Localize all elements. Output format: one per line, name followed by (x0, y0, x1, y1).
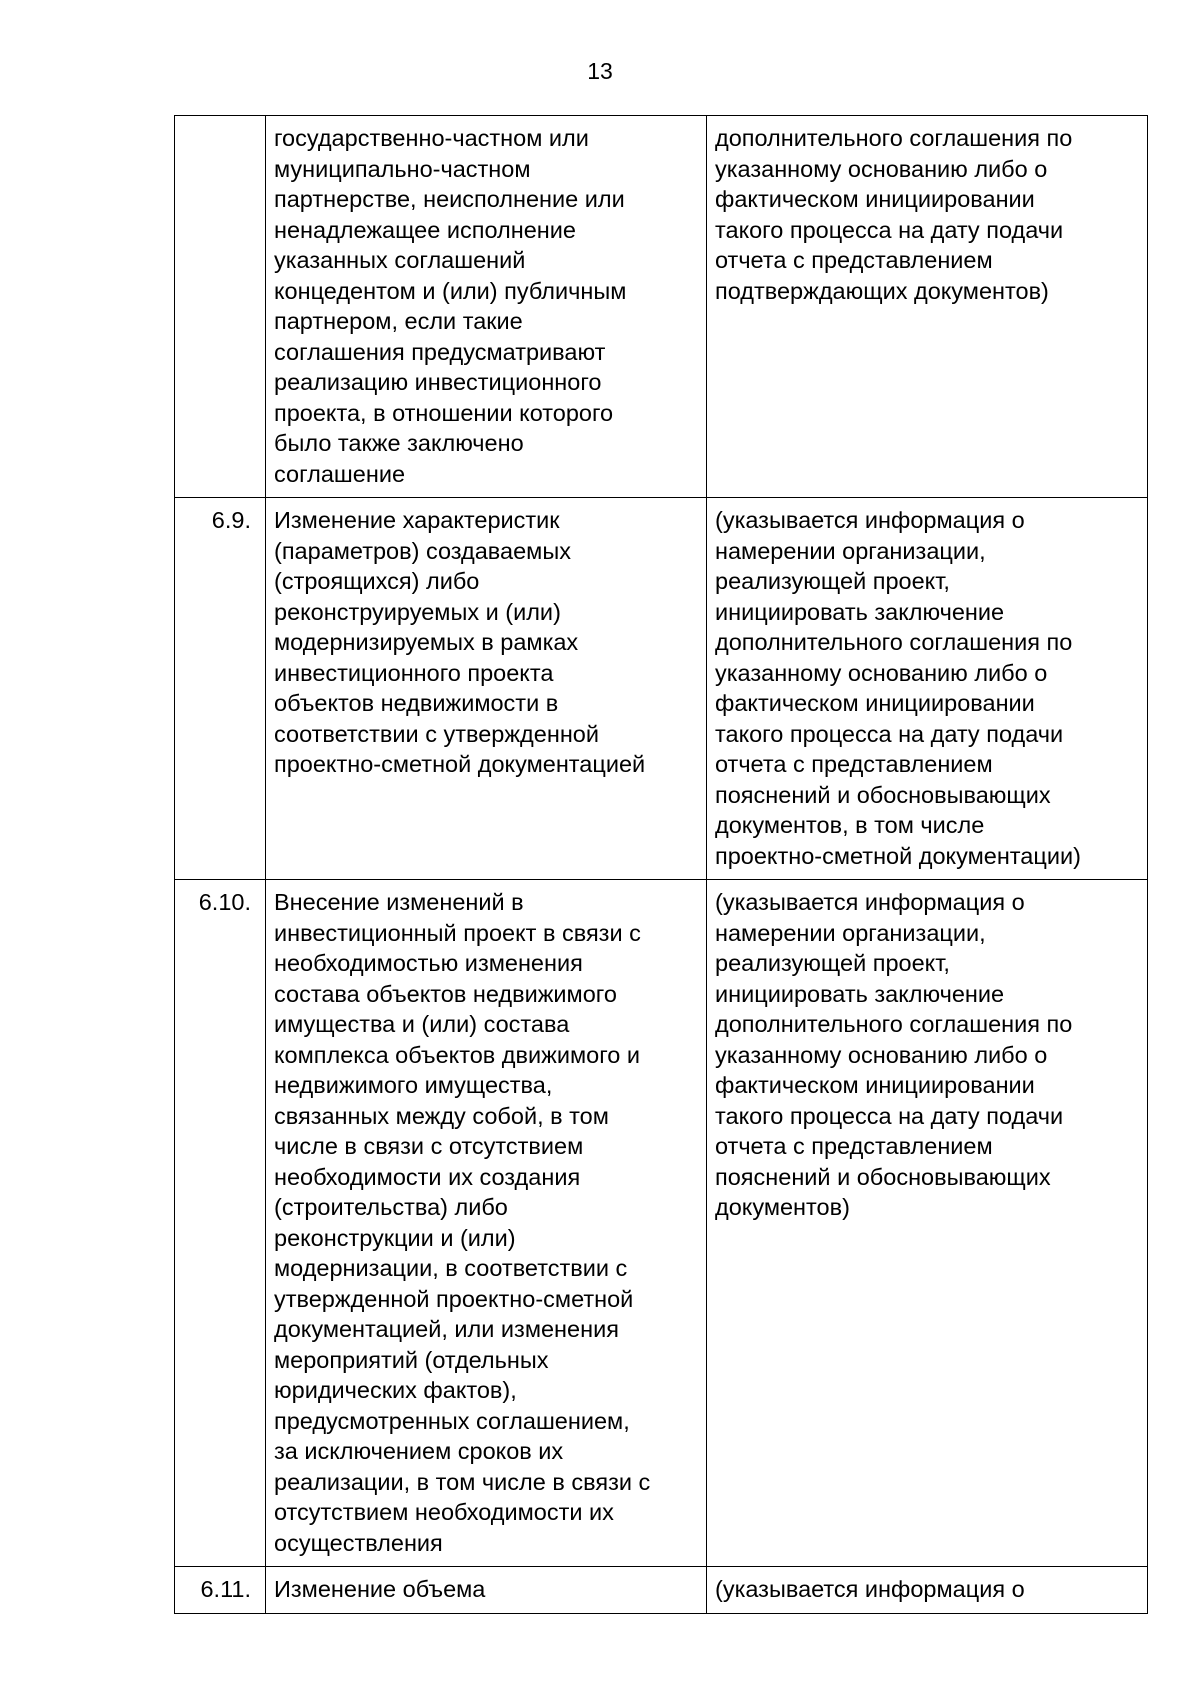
table-body (175, 116, 1148, 1614)
description-line: государственно-частном или (274, 125, 589, 151)
description-line: соответствии с утвержденной (274, 720, 599, 747)
information-line: документов) (715, 1194, 850, 1220)
description-line: муниципально-частном (274, 155, 531, 182)
description-line: партнерстве, неисполнение или (274, 186, 625, 212)
description-line: (строящихся) либо (274, 568, 480, 594)
description-line: состава объектов недвижимого (274, 980, 617, 1007)
information-cell (707, 1567, 1148, 1614)
information-line: инициировать заключение (715, 598, 1005, 625)
information-line: дополнительного соглашения по (715, 125, 1073, 151)
description-line: соглашение (274, 460, 406, 487)
description-line: объектов недвижимости в (274, 690, 559, 716)
information-cell (707, 498, 1148, 880)
information-line: указанному основанию либо о (715, 659, 1048, 686)
description-line: реализации, в том числе в связи с (274, 1468, 651, 1495)
table-row (175, 1567, 1148, 1614)
description-cell (266, 116, 707, 498)
description-line: имущества и (или) состава (274, 1011, 570, 1037)
description-line: ненадлежащее исполнение (274, 216, 576, 243)
description-line: отсутствием необходимости их (274, 1499, 614, 1525)
information-line: (указывается информация о (715, 1576, 1025, 1602)
description-line: связанных между собой, в том (274, 1102, 609, 1129)
description-line: необходимостью изменения (274, 950, 583, 976)
page-number: 13 (587, 58, 613, 84)
information-line: (указывается информация о (715, 889, 1025, 915)
description-line: реализацию инвестиционного (274, 369, 602, 395)
description-line: инвестиционного проекта (274, 659, 554, 686)
information-line: инициировать заключение (715, 980, 1005, 1007)
description-line: реконструкции и (или) (274, 1224, 516, 1251)
row-number-cell (175, 116, 266, 498)
description-line: Изменение объема (274, 1576, 486, 1602)
information-line: дополнительного соглашения по (715, 1011, 1073, 1037)
description-line: партнером, если такие (274, 308, 523, 334)
table-row (175, 116, 1148, 498)
information-line: документов, в том числе (715, 812, 985, 838)
information-line: отчета с представлением (715, 1133, 993, 1159)
description-line: проекта, в отношении которого (274, 399, 614, 426)
information-line: такого процесса на дату подачи (715, 1102, 1064, 1129)
table-row (175, 498, 1148, 880)
information-line: такого процесса на дату подачи (715, 216, 1064, 243)
description-line: недвижимого имущества, (274, 1072, 553, 1098)
description-line: числе в связи с отсутствием (274, 1133, 584, 1159)
description-cell (266, 1567, 707, 1614)
information-line: отчета с представлением (715, 751, 993, 777)
description-line: утвержденной проектно-сметной (274, 1285, 634, 1312)
information-line: пояснений и обосновывающих (715, 781, 1051, 808)
description-line: Внесение изменений в (274, 889, 524, 915)
row-number-cell: 6.11. (175, 1567, 266, 1614)
description-line: было также заключено (274, 430, 524, 456)
information-line: указанному основанию либо о (715, 155, 1048, 182)
description-line: модернизируемых в рамках (274, 629, 579, 655)
description-line: соглашения предусматривают (274, 338, 606, 365)
description-line: модернизации, в соответствии с (274, 1255, 628, 1281)
information-line: дополнительного соглашения по (715, 629, 1073, 655)
row-number-cell: 6.10. (175, 880, 266, 1567)
information-line: отчета с представлением (715, 247, 993, 273)
information-line: намерении организации, (715, 919, 986, 946)
description-line: Изменение характеристик (274, 507, 560, 533)
description-line: мероприятий (отдельных (274, 1346, 549, 1373)
information-line: фактическом инициировании (715, 186, 1035, 212)
information-line: реализующей проект, (715, 568, 950, 594)
information-line: указанному основанию либо о (715, 1041, 1048, 1068)
description-line: указанных соглашений (274, 247, 526, 273)
information-line: реализующей проект, (715, 950, 950, 976)
information-line: (указывается информация о (715, 507, 1025, 533)
description-line: документацией, или изменения (274, 1316, 619, 1342)
description-line: осуществления (274, 1529, 443, 1556)
description-cell (266, 498, 707, 880)
description-line: концедентом и (или) публичным (274, 277, 627, 304)
description-line: реконструируемых и (или) (274, 598, 561, 625)
information-line: пояснений и обосновывающих (715, 1163, 1051, 1190)
information-line: проектно-сметной документации) (715, 842, 1081, 869)
description-line: (строительства) либо (274, 1194, 508, 1220)
description-line: комплекса объектов движимого и (274, 1041, 640, 1068)
description-line: предусмотренных соглашением, (274, 1407, 630, 1434)
information-line: фактическом инициировании (715, 1072, 1035, 1098)
description-line: (параметров) создаваемых (274, 537, 571, 564)
information-cell (707, 880, 1148, 1567)
description-line: проектно-сметной документацией (274, 751, 646, 777)
description-line: юридических фактов), (274, 1377, 517, 1403)
row-number-cell: 6.9. (175, 498, 266, 880)
description-line: необходимости их создания (274, 1163, 581, 1190)
description-line: инвестиционный проект в связи с (274, 919, 641, 946)
information-line: подтверждающих документов) (715, 277, 1049, 304)
information-line: намерении организации, (715, 537, 986, 564)
information-line: такого процесса на дату подачи (715, 720, 1064, 747)
information-line: фактическом инициировании (715, 690, 1035, 716)
requirements-table (174, 115, 1148, 1614)
description-line: за исключением сроков их (274, 1438, 564, 1464)
description-cell (266, 880, 707, 1567)
table-row (175, 880, 1148, 1567)
information-cell (707, 116, 1148, 498)
